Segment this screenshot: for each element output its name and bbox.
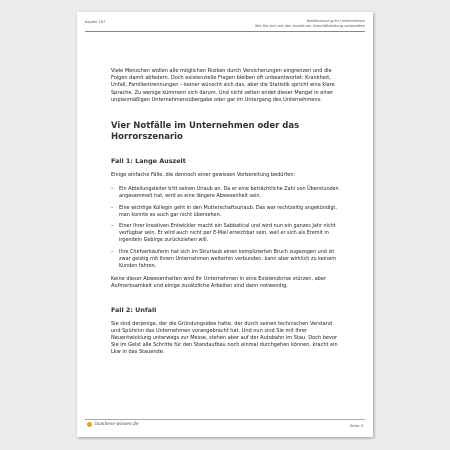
case2-text: Sie sind derjenige, der die Gründungsidee hatte, der durch seinen technischen Verstand und Spürsinn das Unternehmen vorangebracht hat. Und nun sind Sie mit Ihrer Neuentwicklung unterwegs zur Messe, stehen aber auf der Autobahn im Stau. Doch bevor Sie im Geist alle Schritte für den Standaufbau noch einmal durchgehen können, kracht ein Lkw in das Stauende. — [111, 320, 338, 356]
case2-heading: Fall 2: Unfall — [111, 305, 157, 314]
section-heading: Vier Notfälle im Unternehmen oder das Horrorszenario — [111, 121, 300, 143]
header-divider — [85, 31, 365, 32]
footer-divider — [85, 419, 365, 420]
page-number: Seite 3 — [349, 423, 363, 428]
header-title: Notfallplanung für Unternehmen — [306, 19, 365, 23]
header-chapter: Kapitel 187 — [85, 20, 106, 24]
header-titles — [255, 19, 365, 29]
list-item: – Ein Abteilungsleiter tritt seinen Urlaub an. Da er eine beträchtliche Zahl von Überstunden angesammelt hat, wird es eine längere Abwesenheit sein. — [111, 186, 341, 200]
header-subtitle: Wie Sie sich auf den Ausfall der Geschäftsleitung vorbereiten — [254, 24, 365, 28]
logo-dot-icon — [87, 422, 92, 427]
list-item: – Eine wichtige Kollegin geht in den Mutterschaftsurlaub. Das war rechtzeitig angekündigt, man konnte es auch gar nicht übersehen. — [111, 205, 341, 219]
logo-text: business-wissen.de — [95, 422, 139, 427]
page-content — [111, 68, 341, 364]
spacer — [111, 111, 341, 121]
case1-heading: Fall 1: Lange Auszeit — [111, 157, 186, 166]
spacer — [111, 298, 341, 306]
case1-lead: Einige einfache Fälle, die dennoch einer gewissen Vorbereitung bedürfen: — [111, 172, 296, 179]
list-item: – Ihre Chefverkäuferin hat sich im Skiurlaub einen komplizierten Bruch zugezogen und ist zwar geistig mit Ihrem Unternehmen weiterhin verbunden, kann aber wirklich zu keinem Kunden fahren. — [111, 249, 341, 271]
document-page — [77, 12, 373, 437]
case1-list — [111, 186, 341, 270]
intro-paragraph: Viele Menschen wollen alle möglichen Risiken durch Versicherungen eingrenzen und die Folgen damit abfedern. Doch existenzielle Fragen bleiben oft unbeantwortet: Krankheit, Unfall, Familientrennungen – keiner wünscht sich das, aber die Statistik spricht eine klare Sprache. Zu wenige kümmern sich darum. Und nicht selten endet dieser Mangel in einer unplanmäßigen Unternehmensübergabe oder gar im Untergang des Unternehmens. — [111, 68, 335, 103]
list-item: – Einer Ihrer kreativen Entwickler macht ein Sabbatical und wird nun ein ganzes Jahr nicht verfügbar sein. Er wird auch nicht per E-Mail erreichbar sein, weil er sich als Eremit in irgendein Gebirge zurückziehen will. — [111, 223, 341, 245]
footer-logo — [87, 422, 139, 427]
case1-outro: Keine dieser Abwesenheiten wird Ihr Unternehmen in eine Existenzkrise stürzen, aber Aufmerksamkeit und einige zusätzliche Arbeiten sind dann notwendig. — [111, 276, 326, 290]
